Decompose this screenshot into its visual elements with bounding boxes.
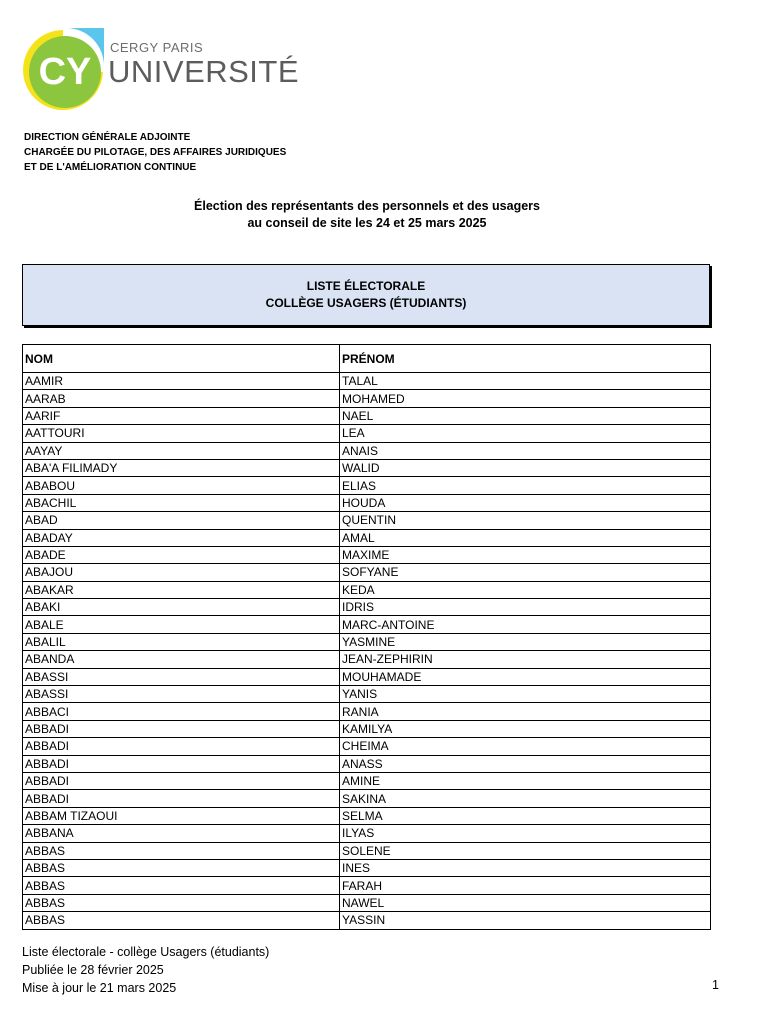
cell-prenom: INES — [340, 859, 711, 876]
cell-nom: ABBACI — [23, 703, 340, 720]
cell-prenom: MOHAMED — [340, 390, 711, 407]
cell-nom: ABBANA — [23, 825, 340, 842]
logo-name-line: UNIVERSITÉ — [108, 54, 300, 89]
cell-nom: ABABOU — [23, 477, 340, 494]
cell-prenom: ANASS — [340, 755, 711, 772]
table-row — [23, 390, 711, 407]
cell-nom: ABBAM TIZAOUI — [23, 807, 340, 824]
direction-line: DIRECTION GÉNÉRALE ADJOINTE — [24, 132, 191, 143]
table-row — [23, 494, 711, 511]
cell-nom: ABAKAR — [23, 581, 340, 598]
table-row — [23, 842, 711, 859]
cell-prenom: HOUDA — [340, 494, 711, 511]
cell-prenom: MOUHAMADE — [340, 668, 711, 685]
table-row — [23, 651, 711, 668]
cell-nom: AARIF — [23, 407, 340, 424]
cell-prenom: AMAL — [340, 529, 711, 546]
cell-nom: ABADAY — [23, 529, 340, 546]
table-row — [23, 825, 711, 842]
cell-prenom: ELIAS — [340, 477, 711, 494]
cell-nom: ABALE — [23, 616, 340, 633]
election-title — [0, 198, 734, 232]
cell-nom: ABBAS — [23, 842, 340, 859]
table-header-row — [23, 345, 711, 373]
page-number: 1 — [712, 978, 719, 992]
table-row — [23, 581, 711, 598]
table-row — [23, 407, 711, 424]
table-row — [23, 425, 711, 442]
logo-mark-text: CY — [38, 51, 92, 93]
cell-nom: ABBAS — [23, 894, 340, 911]
table-row — [23, 459, 711, 476]
direction-block — [24, 130, 354, 175]
cell-nom: AAMIR — [23, 373, 340, 390]
table-row — [23, 877, 711, 894]
cell-prenom: LEA — [340, 425, 711, 442]
table-row — [23, 564, 711, 581]
table-row — [23, 599, 711, 616]
cell-nom: ABANDA — [23, 651, 340, 668]
election-title-line: Élection des représentants des personnels et des usagers — [194, 199, 540, 213]
cy-logo-icon — [22, 26, 104, 118]
cell-nom: ABAD — [23, 512, 340, 529]
list-banner — [22, 264, 710, 326]
column-header-nom: NOM — [23, 345, 340, 373]
table-row — [23, 859, 711, 876]
table-row — [23, 477, 711, 494]
cell-prenom: CHEIMA — [340, 738, 711, 755]
table-row — [23, 512, 711, 529]
banner-subtitle: COLLÈGE USAGERS (ÉTUDIANTS) — [265, 296, 467, 310]
footer-line: Mise à jour le 21 mars 2025 — [22, 981, 177, 995]
cell-prenom: MARC-ANTOINE — [340, 616, 711, 633]
table-row — [23, 703, 711, 720]
cell-prenom: JEAN-ZEPHIRIN — [340, 651, 711, 668]
cell-nom: AARAB — [23, 390, 340, 407]
cell-nom: ABASSI — [23, 668, 340, 685]
cell-nom: AATTOURI — [23, 425, 340, 442]
table-row — [23, 633, 711, 650]
cell-nom: ABACHIL — [23, 494, 340, 511]
cell-prenom: YASMINE — [340, 633, 711, 650]
column-header-prenom: PRÉNOM — [340, 345, 711, 373]
cell-prenom: YASSIN — [340, 912, 711, 929]
footer-line: Liste électorale - collège Usagers (étudiants) — [22, 945, 270, 959]
table-row — [23, 546, 711, 563]
cell-prenom: SOLENE — [340, 842, 711, 859]
table-row — [23, 772, 711, 789]
table-row — [23, 738, 711, 755]
cell-prenom: YANIS — [340, 686, 711, 703]
cell-nom: ABBADI — [23, 772, 340, 789]
cell-nom: ABBADI — [23, 738, 340, 755]
table-row — [23, 616, 711, 633]
footer — [22, 943, 269, 997]
cell-nom: ABBADI — [23, 720, 340, 737]
cell-prenom: ILYAS — [340, 825, 711, 842]
table-row — [23, 686, 711, 703]
direction-line: CHARGÉE DU PILOTAGE, DES AFFAIRES JURIDIQUES — [24, 147, 287, 158]
cell-nom: ABBAS — [23, 912, 340, 929]
cell-prenom: SOFYANE — [340, 564, 711, 581]
cell-nom: ABBAS — [23, 877, 340, 894]
cell-prenom: QUENTIN — [340, 512, 711, 529]
cell-prenom: NAWEL — [340, 894, 711, 911]
cell-nom: ABBADI — [23, 790, 340, 807]
table-row — [23, 790, 711, 807]
table-row — [23, 529, 711, 546]
cell-prenom: IDRIS — [340, 599, 711, 616]
cell-prenom: RANIA — [340, 703, 711, 720]
cell-prenom: KAMILYA — [340, 720, 711, 737]
cell-nom: ABALIL — [23, 633, 340, 650]
table-row — [23, 373, 711, 390]
table-row — [23, 755, 711, 772]
direction-line: ET DE L'AMÉLIORATION CONTINUE — [24, 162, 197, 173]
election-title-line: au conseil de site les 24 et 25 mars 2025 — [247, 216, 487, 230]
university-logo — [22, 26, 322, 118]
cell-nom: AAYAY — [23, 442, 340, 459]
cell-prenom: WALID — [340, 459, 711, 476]
cell-prenom: AMINE — [340, 772, 711, 789]
table-row — [23, 807, 711, 824]
cell-nom: ABAKI — [23, 599, 340, 616]
table-row — [23, 894, 711, 911]
voter-table — [22, 344, 711, 930]
cell-prenom: MAXIME — [340, 546, 711, 563]
voter-table-body — [23, 373, 711, 930]
cell-prenom: KEDA — [340, 581, 711, 598]
cell-nom: ABBADI — [23, 755, 340, 772]
cell-prenom: NAEL — [340, 407, 711, 424]
footer-line: Publiée le 28 février 2025 — [22, 963, 164, 977]
table-row — [23, 442, 711, 459]
cell-prenom: FARAH — [340, 877, 711, 894]
table-row — [23, 720, 711, 737]
cell-prenom: TALAL — [340, 373, 711, 390]
banner-title: LISTE ÉLECTORALE — [306, 279, 426, 293]
logo-brand-line: CERGY PARIS — [110, 40, 204, 55]
table-row — [23, 912, 711, 929]
cell-nom: ABBAS — [23, 859, 340, 876]
cell-prenom: ANAIS — [340, 442, 711, 459]
cell-nom: ABADE — [23, 546, 340, 563]
cell-prenom: SELMA — [340, 807, 711, 824]
table-row — [23, 668, 711, 685]
cell-nom: ABASSI — [23, 686, 340, 703]
cell-nom: ABA'A FILIMADY — [23, 459, 340, 476]
cell-prenom: SAKINA — [340, 790, 711, 807]
cell-nom: ABAJOU — [23, 564, 340, 581]
